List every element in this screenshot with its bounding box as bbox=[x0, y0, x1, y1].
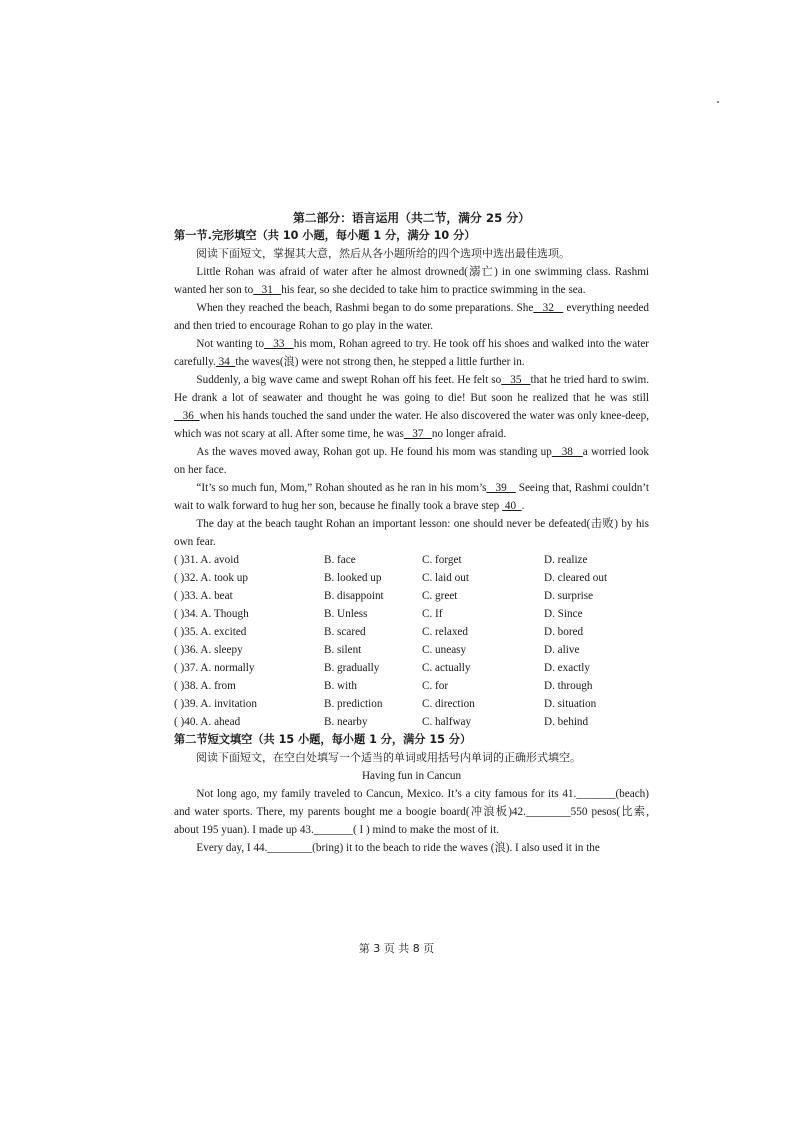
blank-39: 39 bbox=[486, 482, 516, 494]
option-row bbox=[174, 551, 649, 569]
question-choice-a: ( )32. A. took up bbox=[174, 572, 248, 584]
question-choice-a: ( )36. A. sleepy bbox=[174, 644, 243, 656]
text-run: no longer afraid. bbox=[431, 428, 507, 440]
question-choice-a: ( )38. A. from bbox=[174, 680, 236, 692]
text-run: Little Rohan was afraid of water after he almost drowned(溺亡) in one swimming class. Rashmi wanted her son to bbox=[174, 266, 649, 296]
choice-c: C. halfway bbox=[422, 716, 472, 728]
options-table bbox=[174, 551, 649, 731]
choice-d: D. alive bbox=[544, 644, 580, 656]
choice-b: B. gradually bbox=[324, 662, 380, 674]
scan-speck bbox=[717, 101, 719, 103]
choice-b: B. with bbox=[324, 680, 357, 692]
choice-d: D. cleared out bbox=[544, 572, 608, 584]
option-row bbox=[174, 677, 649, 695]
choice-b: B. Unless bbox=[324, 608, 368, 620]
choice-c: C. greet bbox=[422, 590, 458, 602]
blank-36: 36 bbox=[174, 410, 200, 422]
option-row bbox=[174, 695, 649, 713]
passage-paragraph-5 bbox=[174, 443, 649, 479]
choice-d: D. bored bbox=[544, 626, 584, 638]
choice-c: C. actually bbox=[422, 662, 471, 674]
choice-c: C. forget bbox=[422, 554, 462, 566]
question-choice-a: ( )39. A. invitation bbox=[174, 698, 257, 710]
text-run: a worried look on her face. bbox=[174, 446, 649, 476]
text-run: his mom, Rohan agreed to try. He took off his shoes and walked into the water carefully. bbox=[174, 338, 650, 368]
blank-37: 37 bbox=[403, 428, 432, 440]
choice-c: C. direction bbox=[422, 698, 475, 710]
section1-instruction: 阅读下面短文，掌握其大意，然后从各小题所给的四个选项中选出最佳选项。 bbox=[196, 247, 570, 260]
choice-b: B. prediction bbox=[324, 698, 383, 710]
text-run: his fear, so she decided to take him to practice swimming in the sea. bbox=[281, 284, 586, 296]
text-run: As the waves moved away, Rohan got up. He found his mom was standing up bbox=[196, 446, 552, 458]
passage-paragraph-2 bbox=[174, 299, 649, 335]
question-choice-a: ( )40. A. ahead bbox=[174, 716, 241, 728]
text-run: When they reached the beach, Rashmi began to do some preparations. She bbox=[196, 302, 534, 314]
passage-paragraph-1 bbox=[174, 263, 649, 299]
text-run: Not wanting to bbox=[196, 338, 265, 350]
choice-d: D. exactly bbox=[544, 662, 590, 674]
section1-heading: 第一节.完形填空（共 10 小题，每小题 1 分，满分 10 分） bbox=[174, 229, 476, 242]
passage-paragraph-7: The day at the beach taught Rohan an important lesson: one should never be defeated(击败) by his own fear. bbox=[174, 518, 649, 548]
choice-c: C. If bbox=[422, 608, 443, 620]
choice-c: C. laid out bbox=[422, 572, 469, 584]
passage-paragraph-3 bbox=[174, 335, 649, 371]
passage-paragraph-6 bbox=[174, 479, 649, 515]
blank-32: 32 bbox=[533, 302, 564, 314]
choice-b: B. scared bbox=[324, 626, 366, 638]
blank-35: 35 bbox=[501, 374, 531, 386]
option-row bbox=[174, 641, 649, 659]
text-run: that he tried hard to swim. He drank a lot of seawater and thought he was going to die! But soon he realized that he was still bbox=[174, 374, 650, 404]
text-run: everything needed and then tried to encourage Rohan to go play in the water. bbox=[174, 302, 650, 332]
question-choice-a: ( )35. A. excited bbox=[174, 626, 247, 638]
blank-31: 31 bbox=[253, 284, 282, 296]
blank-33: 33 bbox=[264, 338, 294, 350]
choice-d: D. realize bbox=[544, 554, 588, 566]
choice-b: B. silent bbox=[324, 644, 362, 656]
question-choice-a: ( )31. A. avoid bbox=[174, 554, 239, 566]
passage-paragraph-4 bbox=[174, 371, 649, 443]
choice-d: D. behind bbox=[544, 716, 589, 728]
section2-instruction: 阅读下面短文，在空白处填写一个适当的单词或用括号内单词的正确形式填空。 bbox=[196, 751, 581, 764]
choice-d: D. through bbox=[544, 680, 593, 692]
section2-heading: 第二节短文填空（共 15 小题，每小题 1 分，满分 15 分） bbox=[174, 733, 472, 746]
text-run: the waves(浪) were not strong then, he stepped a little further in. bbox=[235, 356, 525, 368]
option-row bbox=[174, 713, 649, 731]
blank-34: 34 bbox=[215, 356, 236, 368]
choice-b: B. looked up bbox=[324, 572, 382, 584]
option-row bbox=[174, 569, 649, 587]
question-choice-a: ( )34. A. Though bbox=[174, 608, 249, 620]
choice-c: C. for bbox=[422, 680, 449, 692]
choice-c: C. relaxed bbox=[422, 626, 468, 638]
part-title: 第二部分：语言运用（共二节，满分 25 分） bbox=[293, 211, 530, 225]
text-run: . bbox=[521, 500, 525, 512]
text-run: Suddenly, a big wave came and swept Rohan off his feet. He felt so bbox=[196, 374, 502, 386]
text-run: when his hands touched the sand under the water. He also discovered the water was only knee-deep, which was not scary at all. After some time, he was bbox=[174, 410, 650, 440]
passage-title: Having fun in Cancun bbox=[361, 770, 462, 782]
section2-paragraph-1: Not long ago, my family traveled to Cancun, Mexico. It’s a city famous for its 41._______(beach) and water sports. There, my parents bought me a boogie board(冲浪板)42.________550 pesos(比索, about 195 yuan). I made up 43._______( I ) mind to make the most of it. bbox=[174, 788, 649, 836]
blank-38: 38 bbox=[551, 446, 583, 458]
choice-d: D. surprise bbox=[544, 590, 594, 602]
question-choice-a: ( )37. A. normally bbox=[174, 662, 255, 674]
text-run: Seeing that, Rashmi couldn’t wait to walk forward to hug her son, because he finally took a brave step bbox=[174, 482, 650, 512]
option-row bbox=[174, 659, 649, 677]
choice-b: B. face bbox=[324, 554, 356, 566]
option-row bbox=[174, 587, 649, 605]
section2-paragraph-2: Every day, I 44.________(bring) it to the beach to ride the waves (浪). I also used it in the bbox=[196, 842, 600, 854]
choice-c: C. uneasy bbox=[422, 644, 467, 656]
choice-b: B. disappoint bbox=[324, 590, 384, 602]
option-row bbox=[174, 623, 649, 641]
page-content bbox=[174, 209, 649, 857]
choice-b: B. nearby bbox=[324, 716, 368, 728]
choice-d: D. Since bbox=[544, 608, 583, 620]
option-row bbox=[174, 605, 649, 623]
question-choice-a: ( )33. A. beat bbox=[174, 590, 233, 602]
text-run: “It’s so much fun, Mom,” Rohan shouted as he ran in his mom’s bbox=[196, 482, 487, 494]
page-number: 第 3 页 共 8 页 bbox=[358, 942, 435, 955]
blank-40: 40 bbox=[502, 500, 522, 512]
choice-d: D. situation bbox=[544, 698, 597, 710]
